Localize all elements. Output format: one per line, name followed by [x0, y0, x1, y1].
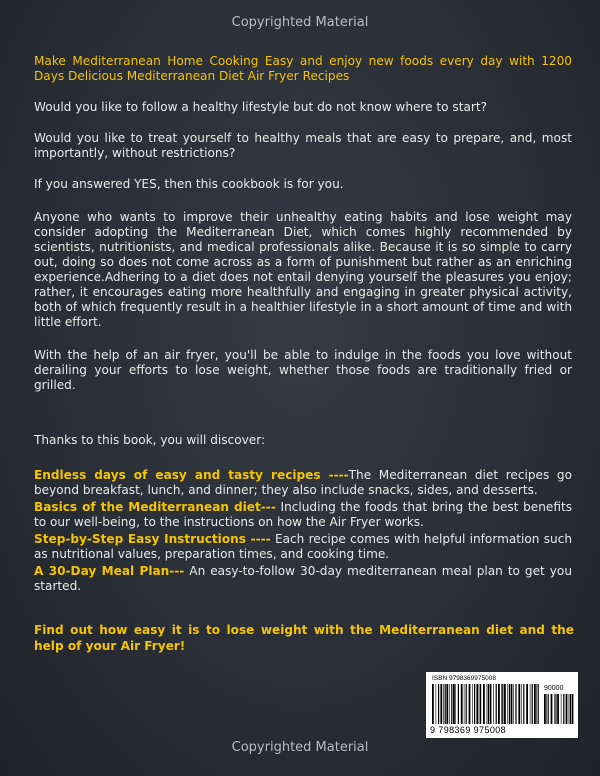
feature-title: Basics of the Mediterranean diet--- [34, 500, 276, 514]
paragraph-yes: If you answered YES, then this cookbook is for you. [34, 177, 344, 191]
watermark-bottom: Copyrighted Material [231, 740, 369, 755]
feature-text: Each recipe comes with helpful information such as nutritional values, preparation times, and cooking time. [34, 532, 572, 561]
intro-text: Make Mediterranean Home Cooking Easy and enjoy new foods every day with 1200 Days Delicious Mediterranean Diet Air Fryer Recipes [34, 54, 572, 83]
closing-text: Find out how easy it is to lose weight with the Mediterranean diet and the help of your Air Fryer! [34, 623, 574, 653]
isbn-digits: 9 798369 975008 [430, 725, 507, 735]
feature-text: Including the foods that bring the best benefits to our well-being, to the instructions on how the Air Fryer works. [34, 500, 573, 529]
feature-title: Step-by-Step Easy Instructions ---- [34, 532, 271, 546]
feature-item [34, 532, 572, 562]
isbn-label: ISBN 9798369975008 [432, 675, 496, 682]
watermark-top: Copyrighted Material [231, 15, 369, 30]
discover-intro: Thanks to this book, you will discover: [34, 433, 266, 447]
feature-item [34, 500, 572, 530]
paragraph-diet: Anyone who wants to improve their unhealthy eating habits and lose weight may consider adopting the Mediterranean Diet, which comes highly recommended by scientists, nutritionists, and medical professionals alike. Because it is so simple to carry out, doing so does not come across as a form of punishment but rather as an enriching experience.Adhering to a diet does not entail denying yourself the pleasures you enjoy; rather, it encourages eating more healthfully and engaging in greater physical activity, both of which frequently result in a healthier lifestyle in a short amount of time and with little effort. [34, 210, 572, 329]
feature-title: Endless days of easy and tasty recipes ---- [34, 468, 349, 482]
feature-text: The Mediterranean diet recipes go beyond breakfast, lunch, and dinner; they also include snacks, sides, and desserts. [34, 468, 572, 497]
feature-item [34, 564, 572, 594]
feature-title: A 30-Day Meal Plan--- [34, 564, 185, 578]
barcode-bars [432, 684, 540, 724]
feature-text: An easy-to-follow 30-day mediterranean meal plan to get you started. [34, 564, 572, 593]
paragraph-air-fryer: With the help of an air fryer, you'll be able to indulge in the foods you love without derailing your efforts to lose weight, whether those foods are traditionally fried or grilled. [34, 348, 572, 392]
barcode-addon-bars [544, 694, 574, 724]
isbn-barcode [426, 672, 578, 738]
back-cover-text [34, 54, 572, 596]
paragraph-question-1: Would you like to follow a healthy lifestyle but do not know where to start? [34, 100, 487, 114]
feature-item [34, 468, 572, 498]
paragraph-question-2: Would you like to treat yourself to healthy meals that are easy to prepare, and, most importantly, without restrictions? [34, 131, 572, 160]
price-code: 90000 [544, 685, 564, 692]
